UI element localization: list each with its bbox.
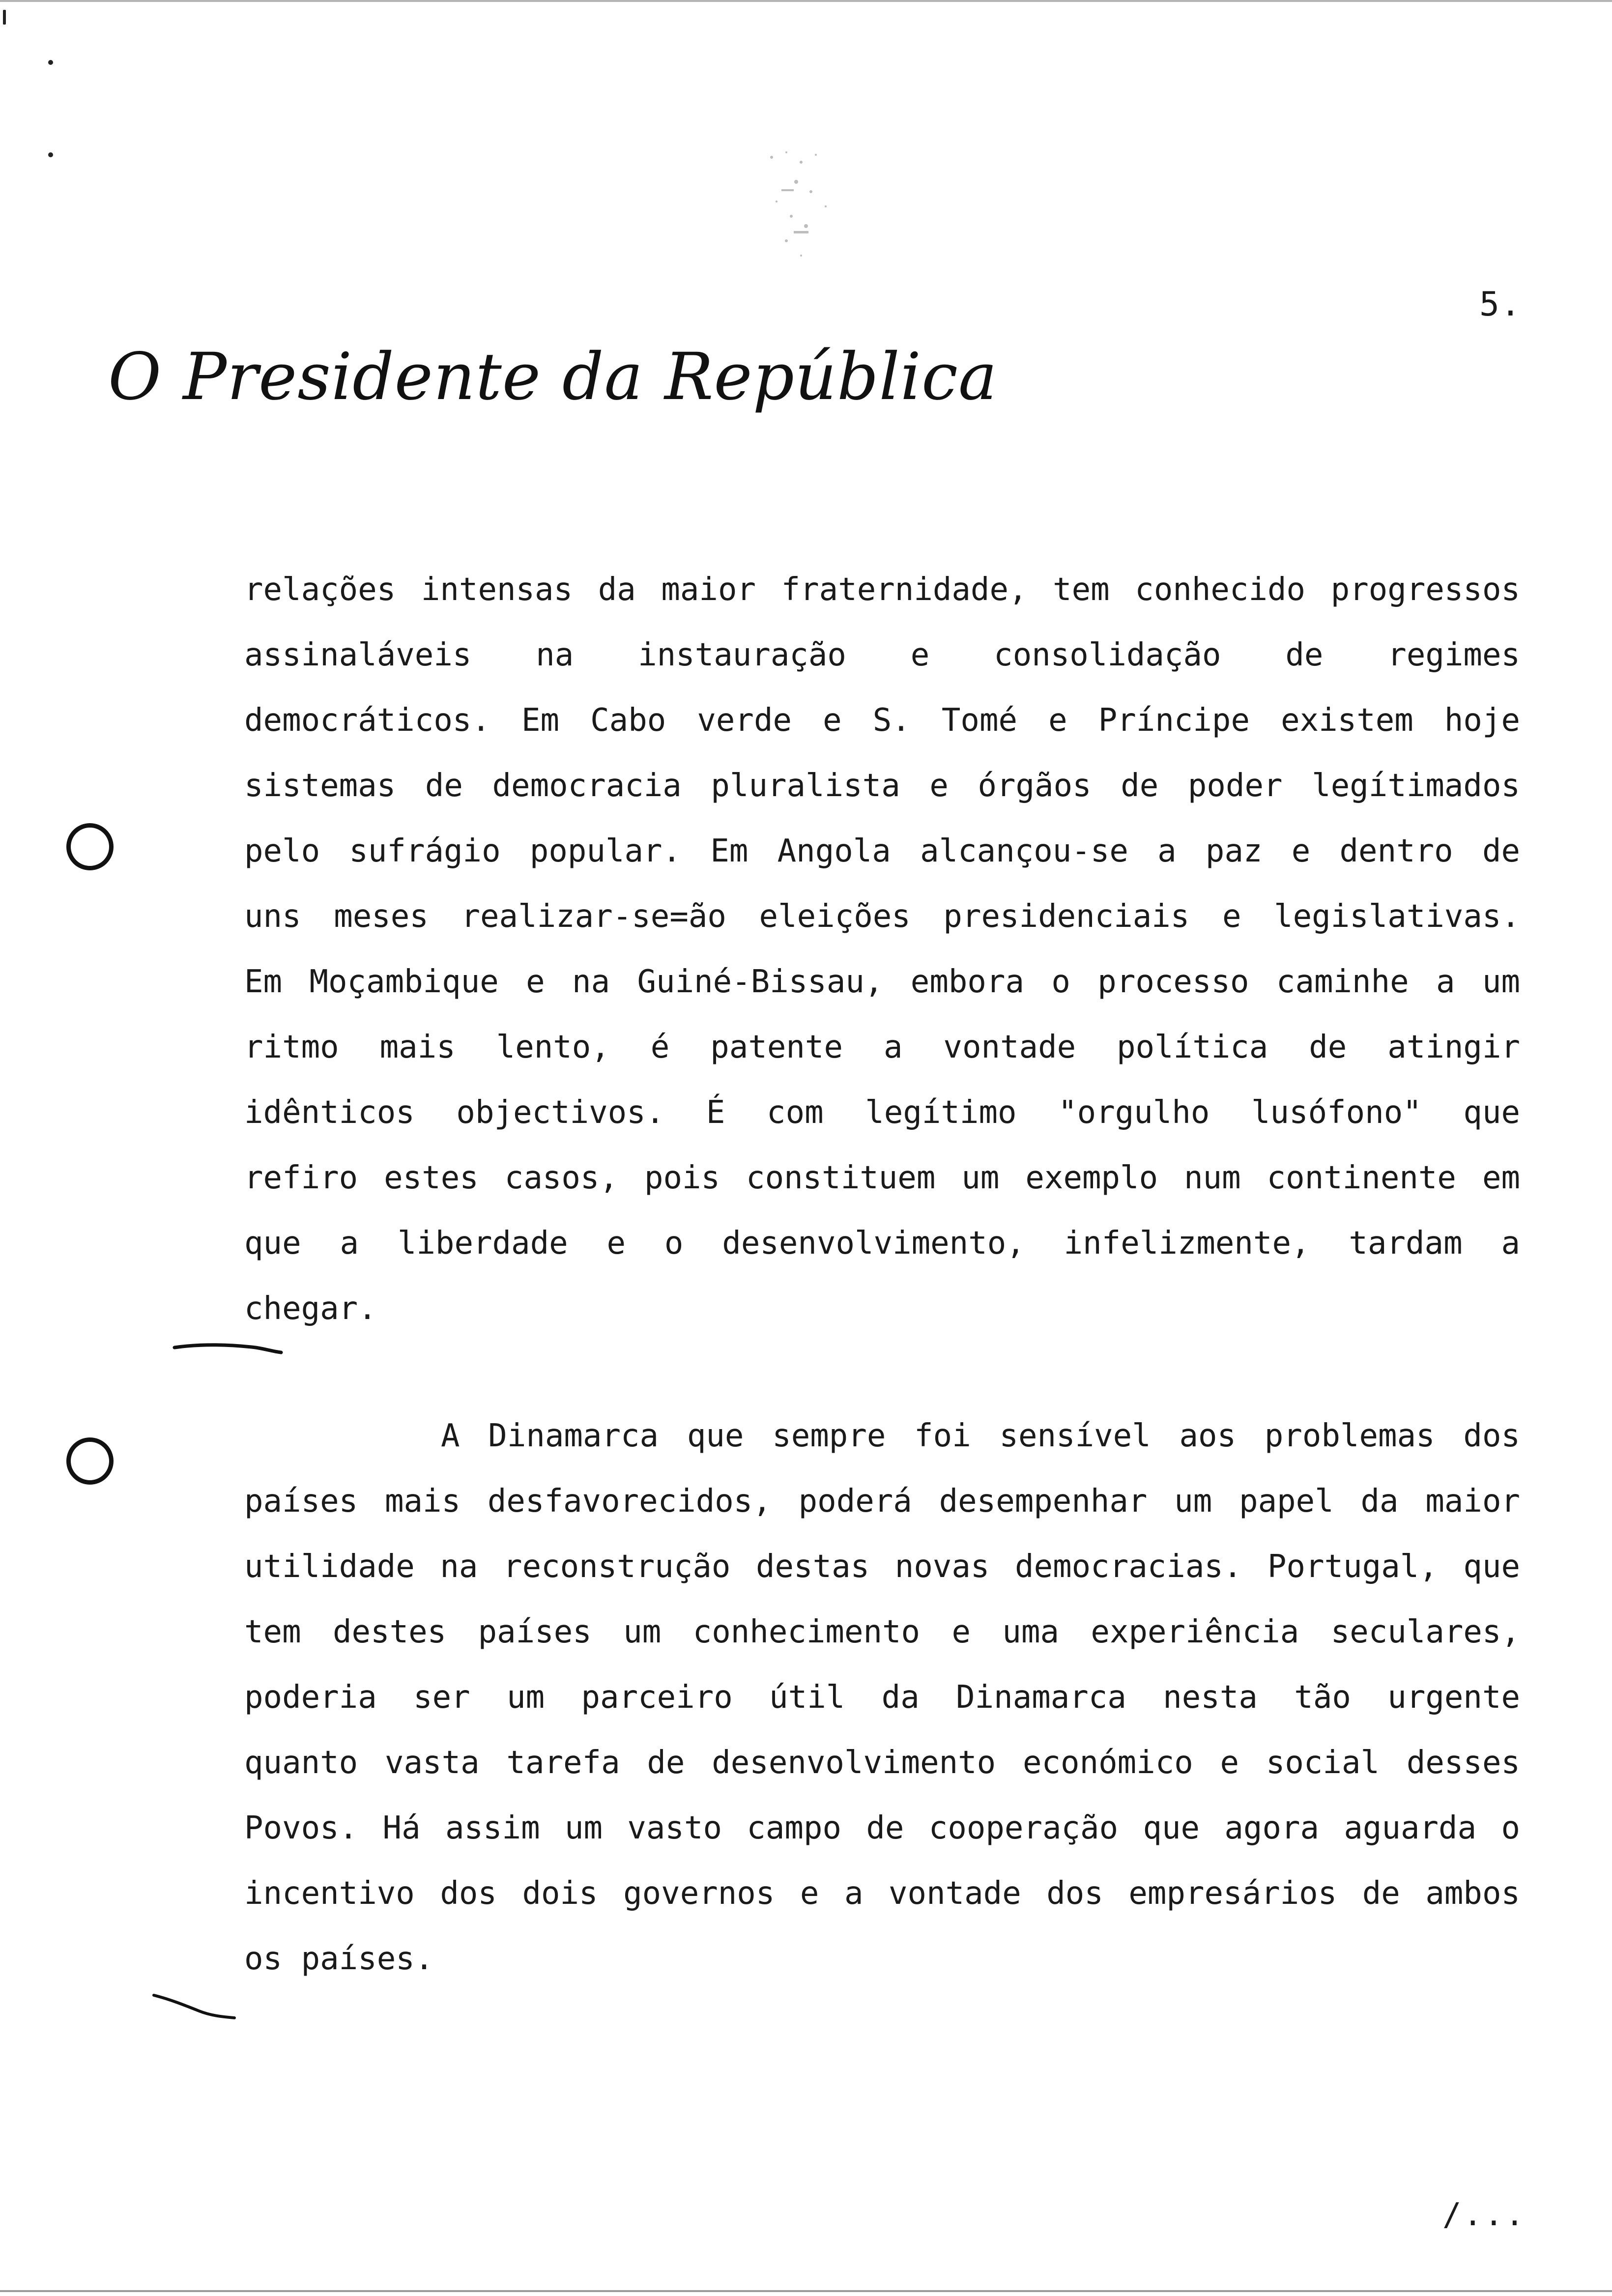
text-line: assinaláveis na instauração e consolidação de regimes <box>244 637 1520 673</box>
text-line: sistemas de democracia pluralista e órgãos de poder legítimados <box>244 768 1520 804</box>
scan-top-edge <box>0 0 1612 2</box>
text-line: refiro estes casos, pois constituem um exemplo num continente em <box>244 1160 1520 1196</box>
punch-hole <box>66 823 114 870</box>
text-line: quanto vasta tarefa de desenvolvimento económico e social desses <box>244 1745 1520 1781</box>
text-line: democráticos. Em Cabo verde e S. Tomé e Príncipe existem hoje <box>244 702 1520 739</box>
text-line: ritmo mais lento, é patente a vontade política de atingir <box>244 1029 1520 1065</box>
text-line: Povos. Há assim um vasto campo de cooperação que agora aguarda o <box>244 1810 1520 1846</box>
text-line: tem destes países um conhecimento e uma experiência seculares, <box>244 1614 1520 1650</box>
text-line: poderia ser um parceiro útil da Dinamarca nesta tão urgente <box>244 1679 1520 1716</box>
page-number: 5. <box>1479 285 1522 324</box>
text-line: chegar. <box>244 1291 377 1327</box>
paragraph-1 <box>244 557 1520 1342</box>
text-line: relações intensas da maior fraternidade, tem conhecido progressos <box>244 572 1520 608</box>
text-line: uns meses realizar-se=ão eleições presidenciais e legislativas. <box>244 898 1520 935</box>
continuation-marker: /... <box>1442 2197 1526 2233</box>
scan-speck <box>48 152 53 157</box>
paragraph-2 <box>244 1404 1520 1992</box>
scan-bottom-edge <box>0 2290 1612 2292</box>
margin-pen-mark <box>150 1985 238 2025</box>
text-line: que a liberdade e o desenvolvimento, infelizmente, tardam a <box>244 1225 1520 1262</box>
text-line: países mais desfavorecidos, poderá desempenhar um papel da maior <box>244 1483 1520 1520</box>
text-line: os países. <box>244 1941 434 1977</box>
text-line: idênticos objectivos. É com legítimo "orgulho lusófono" que <box>244 1094 1520 1131</box>
text-line: A Dinamarca que sempre foi sensível aos problemas dos <box>441 1418 1520 1454</box>
scan-speck <box>48 60 53 65</box>
text-line: utilidade na reconstrução destas novas democracias. Portugal, que <box>244 1549 1520 1585</box>
text-line: pelo sufrágio popular. Em Angola alcançou-se a paz e dentro de <box>244 833 1520 869</box>
letterhead-signature: O Presidente da República <box>108 339 998 415</box>
punch-hole <box>66 1437 114 1485</box>
text-line: incentivo dos dois governos e a vontade dos empresários de ambos <box>244 1875 1520 1912</box>
text-line: Em Moçambique e na Guiné-Bissau, embora o processo caminhe a um <box>244 964 1520 1000</box>
scan-speck <box>3 10 6 25</box>
stamp-smudge <box>757 143 845 270</box>
